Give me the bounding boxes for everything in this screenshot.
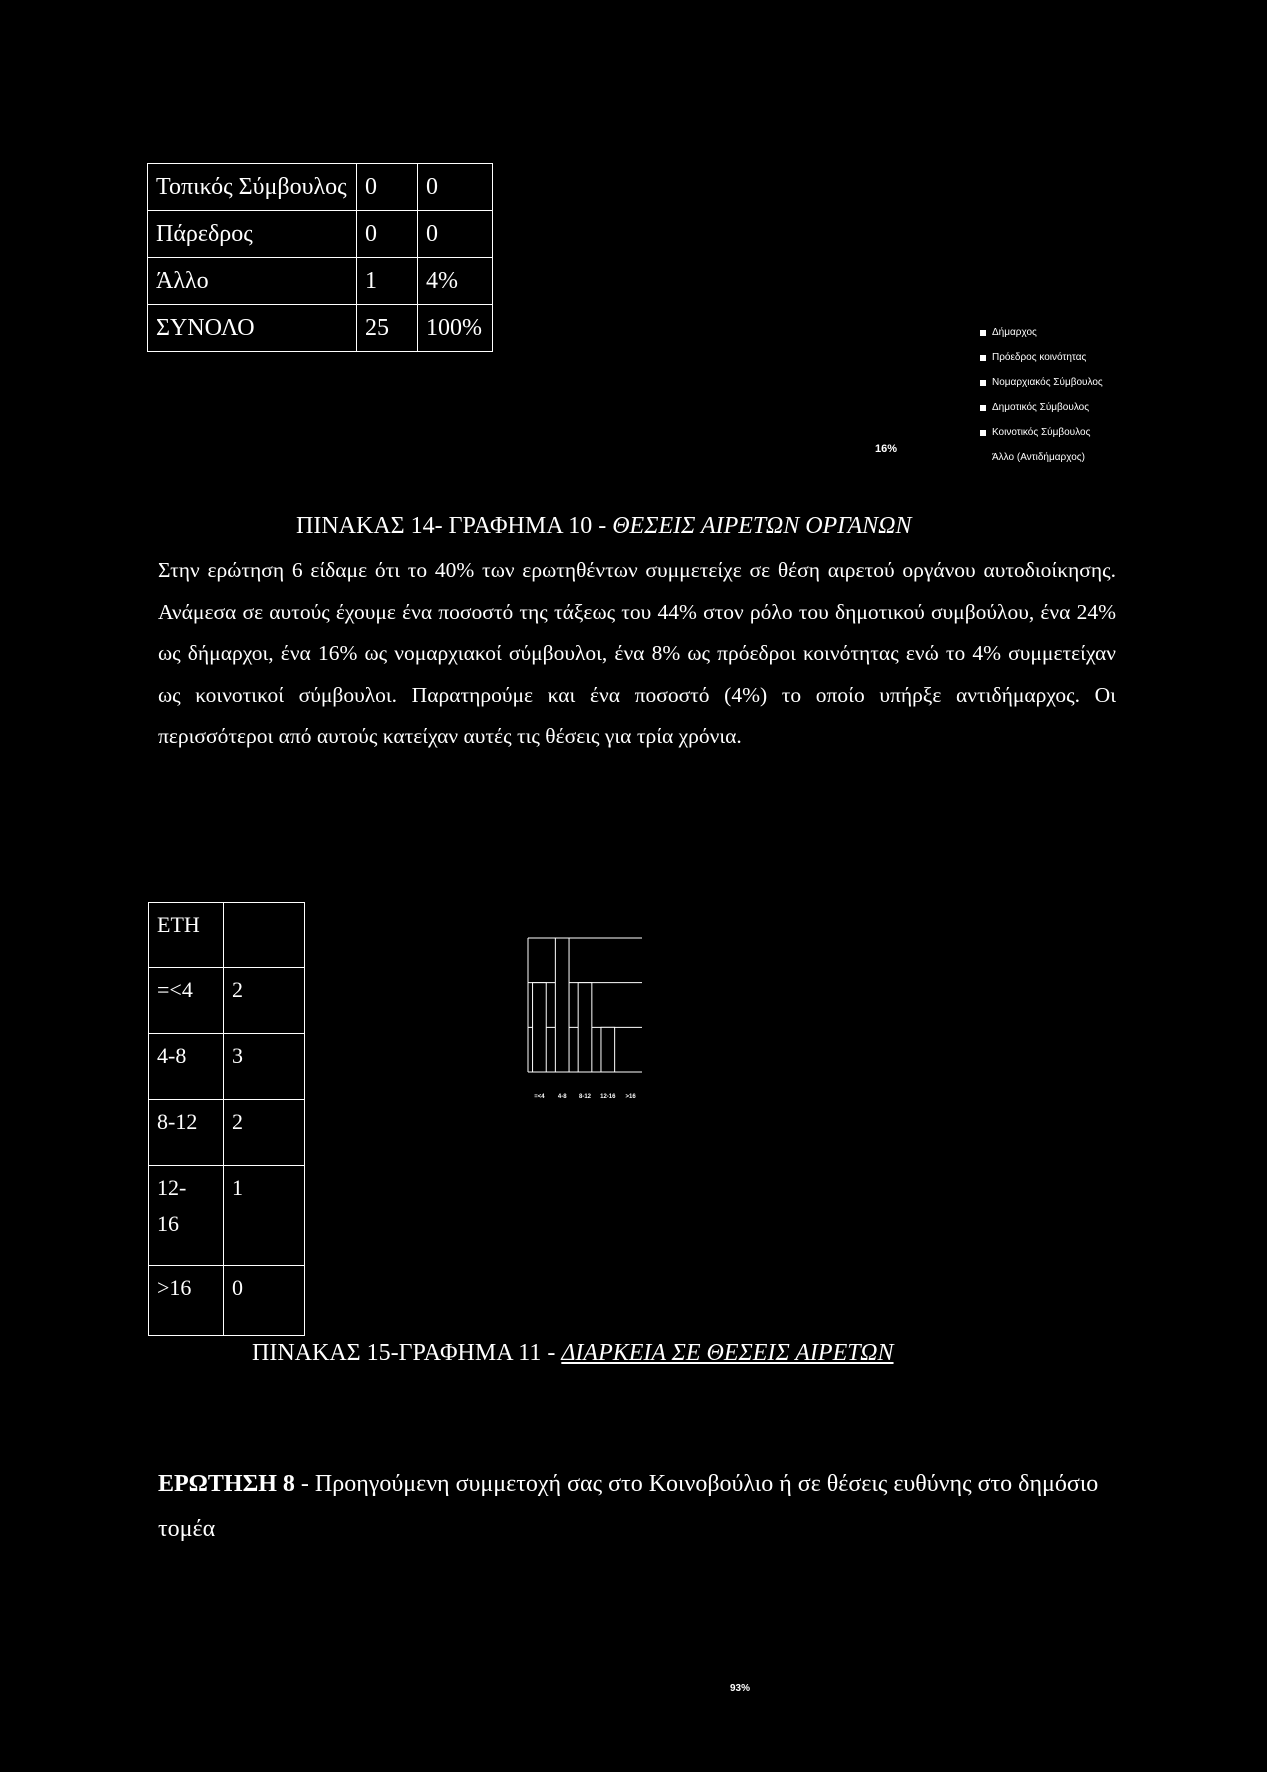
table14-caption <box>296 513 911 540</box>
legend-item <box>980 395 1103 420</box>
question-text: - Προηγούμενη συμμετοχή σας στο Κοινοβούλιο ή σε θέσεις ευθύνης στο δημόσιο τομέα <box>158 1471 1099 1542</box>
x-tick-label: 12-16 <box>600 1094 616 1100</box>
header-cell: ΕΤΗ <box>149 903 224 968</box>
row-count: 25 <box>357 305 418 352</box>
row-value: 2 <box>224 968 305 1034</box>
table15-caption <box>252 1340 894 1367</box>
legend-swatch <box>980 330 986 336</box>
positions-table <box>147 163 493 352</box>
table-row <box>148 164 493 211</box>
row-label: Τοπικός Σύμβουλος <box>148 164 357 211</box>
legend-item <box>980 420 1103 445</box>
row-label: 12- 16 <box>149 1166 224 1266</box>
caption-title: ΔΙΑΡΚΕΙΑ ΣΕ ΘΕΣΕΙΣ ΑΙΡΕΤΩΝ <box>561 1340 894 1366</box>
duration-table <box>148 902 305 1336</box>
row-label: ΣΥΝΟΛΟ <box>148 305 357 352</box>
legend-label: Πρόεδρος κοινότητας <box>992 352 1087 363</box>
row-label: 4-8 <box>149 1034 224 1100</box>
x-tick-label: >16 <box>625 1094 636 1100</box>
body-paragraph: Στην ερώτηση 6 είδαμε ότι το 40% των ερωτηθέντων συμμετείχε σε θέση αιρετού οργάνου αυτοδιοίκησης. Ανάμεσα σε αυτούς έχουμε ένα ποσοστό της τάξεως του 44% στον ρόλο του δημοτικού συμβούλου, ένα 24% ως δήμαρχοι, ένα 16% ως νομαρχιακοί σύμβουλοι, ένα 8% ως πρόεδροι κοινότητας ενώ το 4% συμμετείχαν ως κοινοτικοί σύμβουλοι. Παρατηρούμε και ένα ποσοστό (4%) το οποίο υπήρξε αντιδήμαρχος. Οι περισσότεροι από αυτούς κατείχαν αυτές τις θέσεις για τρία χρόνια. <box>158 558 1116 748</box>
chart-bars <box>533 938 615 1072</box>
row-label: 8-12 <box>149 1100 224 1166</box>
row-label: >16 <box>149 1266 224 1336</box>
duration-bar-chart <box>520 930 650 1110</box>
table-row <box>149 1034 305 1100</box>
row-count: 0 <box>357 164 418 211</box>
row-percent: 0 <box>418 211 493 258</box>
footer-percent: 93% <box>730 1683 751 1694</box>
row-label: Πάρεδρος <box>148 211 357 258</box>
table-row <box>149 1100 305 1166</box>
row-label: Άλλο <box>148 258 357 305</box>
legend-swatch <box>980 405 986 411</box>
legend-label: Νομαρχιακός Σύμβουλος <box>992 377 1103 388</box>
bar-8-12 <box>578 983 592 1072</box>
legend-item <box>980 320 1103 345</box>
row-percent: 100% <box>418 305 493 352</box>
table-row <box>149 1266 305 1336</box>
pie-slice-label: 16% <box>875 443 898 455</box>
row-count: 0 <box>357 211 418 258</box>
row-percent: 0 <box>418 164 493 211</box>
caption-prefix: ΠΙΝΑΚΑΣ 14- ΓΡΑΦΗΜΑ 10 - <box>296 513 613 539</box>
caption-prefix: ΠΙΝΑΚΑΣ 15-ΓΡΑΦΗΜΑ 11 - <box>252 1340 562 1366</box>
legend-label: Άλλο (Αντιδήμαρχος) <box>992 452 1085 463</box>
chart-legend <box>980 320 1103 470</box>
bar-12-16 <box>601 1027 615 1072</box>
x-tick-label: 4-8 <box>557 1094 567 1100</box>
row-percent: 4% <box>418 258 493 305</box>
legend-label: Δήμαρχος <box>992 327 1037 338</box>
caption-title: ΘΕΣΕΙΣ ΑΙΡΕΤΩΝ ΟΡΓΑΝΩΝ <box>612 513 912 539</box>
legend-swatch <box>980 380 986 386</box>
row-value: 3 <box>224 1034 305 1100</box>
table-row <box>149 1166 305 1266</box>
legend-label: Δημοτικός Σύμβουλος <box>992 402 1090 413</box>
legend-label: Κοινοτικός Σύμβουλος <box>992 427 1091 438</box>
legend-item <box>980 370 1103 395</box>
x-tick-label: =<4 <box>534 1094 545 1100</box>
x-tick-label: 8-12 <box>578 1094 592 1100</box>
bar-4-8 <box>555 938 569 1072</box>
row-value: 2 <box>224 1100 305 1166</box>
row-value: 1 <box>224 1166 305 1266</box>
table-row <box>149 903 305 968</box>
table-row <box>148 258 493 305</box>
legend-item <box>980 345 1103 370</box>
question-label: ΕΡΩΤΗΣΗ 8 <box>158 1471 295 1497</box>
row-label: =<4 <box>149 968 224 1034</box>
legend-swatch <box>980 430 986 436</box>
table-row <box>149 968 305 1034</box>
legend-item <box>980 445 1103 470</box>
legend-swatch <box>980 355 986 361</box>
header-cell-empty <box>224 903 305 968</box>
question-8 <box>158 1462 1108 1552</box>
bar-=<4 <box>533 983 547 1072</box>
row-count: 1 <box>357 258 418 305</box>
chart-tick-labels <box>534 1094 636 1100</box>
row-value: 0 <box>224 1266 305 1336</box>
table-row <box>148 211 493 258</box>
table-row <box>148 305 493 352</box>
